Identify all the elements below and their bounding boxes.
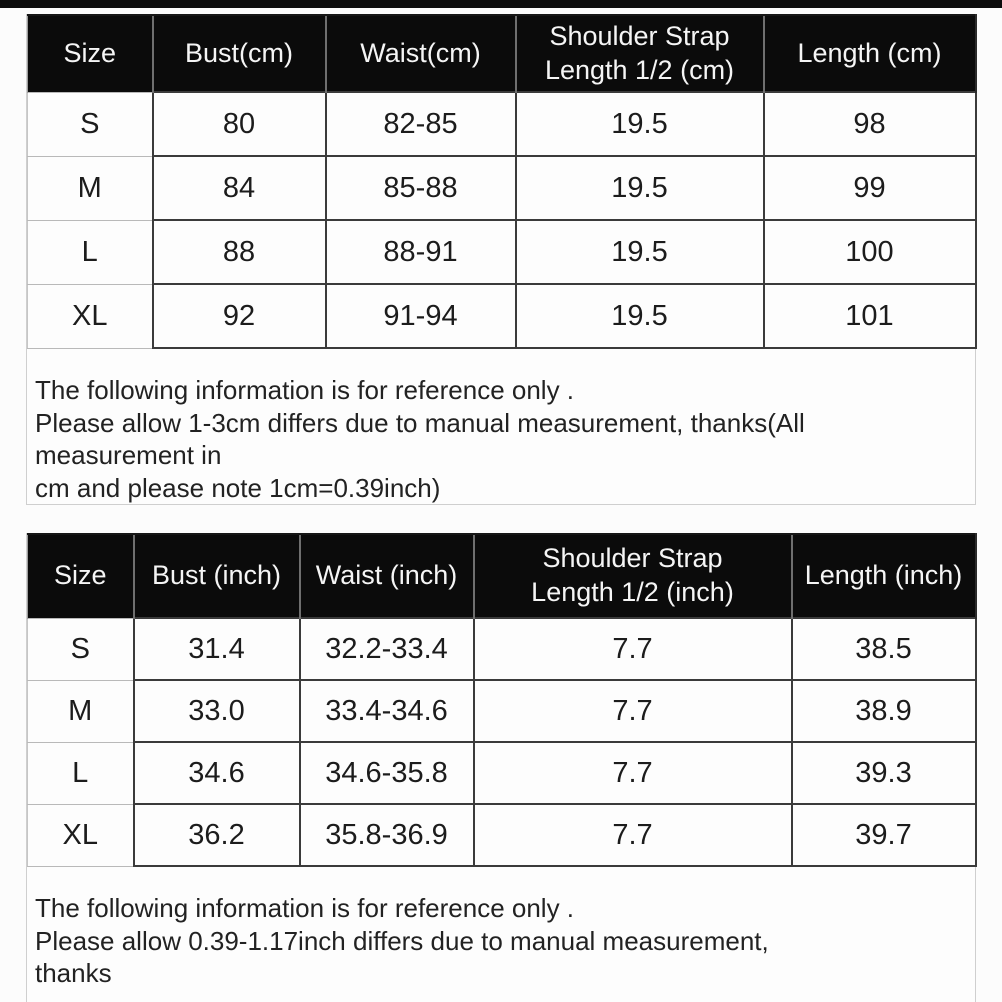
size-cell: M [28,680,134,742]
column-header-line: Length 1/2 (inch) [531,577,734,607]
table-cell: 39.3 [792,742,976,804]
table-cell: 91-94 [326,284,516,348]
size-cell: XL [28,804,134,866]
table-cell: 38.5 [792,618,976,680]
table-cell: 99 [764,156,976,220]
table-cell: 7.7 [474,680,792,742]
table-cell: 88-91 [326,220,516,284]
table-cell: 31.4 [134,618,300,680]
table-cell: 39.7 [792,804,976,866]
note-line: cm and please note 1cm=0.39inch) [35,472,441,503]
column-header-line: Length (cm) [797,37,942,68]
note-line: Please allow 0.39-1.17inch differs due to manual measurement, [35,925,769,956]
table-cell: 33.4-34.6 [300,680,474,742]
measurement-note-inch [27,867,975,990]
column-header-line: Length 1/2 (cm) [544,54,735,85]
column-header [28,15,153,92]
table-cell: 19.5 [516,220,764,284]
column-header-line: Bust (inch) [151,560,282,591]
table-row [28,220,976,284]
size-cell: L [28,742,134,804]
column-header [764,15,976,92]
column-header-line: Size [53,560,107,591]
table-cell: 34.6-35.8 [300,742,474,804]
column-header [134,534,300,618]
table-row [28,92,976,156]
column-header [516,15,764,92]
column-header-line: Shoulder Strap [542,543,723,574]
column-header-line: Shoulder Strap [549,20,730,51]
size-cell: M [28,156,153,220]
column-header-line: Size [63,37,117,68]
size-cell: XL [28,284,153,348]
table-cell: 7.7 [474,804,792,866]
table-cell: 19.5 [516,284,764,348]
table-row [28,742,976,804]
size-cell: L [28,220,153,284]
table-cell: 34.6 [134,742,300,804]
table-cell: 80 [153,92,326,156]
column-header-line: Waist(cm) [360,37,481,68]
table-cell: 7.7 [474,742,792,804]
table-cell: 38.9 [792,680,976,742]
column-header [474,534,792,618]
column-header-line: Waist (inch) [315,560,458,591]
table-cell: 7.7 [474,618,792,680]
header-row [28,15,976,92]
table-row [28,804,976,866]
table-cell: 32.2-33.4 [300,618,474,680]
top-crop-bar [0,0,1002,8]
size-table-section-inch [26,533,976,1002]
table-row [28,156,976,220]
table-cell: 101 [764,284,976,348]
table-row [28,618,976,680]
table-cell: 92 [153,284,326,348]
measurement-note-cm [27,349,975,504]
column-header [300,534,474,618]
table-cell: 82-85 [326,92,516,156]
note-line: The following information is for reference only . [35,375,575,405]
column-header [326,15,516,92]
column-header-line: Bust(cm) [185,37,293,68]
table-cell: 19.5 [516,156,764,220]
table-cell: 36.2 [134,804,300,866]
table-cell: 33.0 [134,680,300,742]
note-line: Please allow 1-3cm differs due to manual measurement, thanks(All measurement in [35,407,805,470]
table-cell: 88 [153,220,326,284]
table-cell: 84 [153,156,326,220]
column-header [153,15,326,92]
column-header [28,534,134,618]
table-cell: 100 [764,220,976,284]
note-line: thanks [35,958,112,988]
size-table-cm [27,14,977,349]
size-table-inch [27,533,977,867]
table-cell: 19.5 [516,92,764,156]
column-header [792,534,976,618]
table-cell: 98 [764,92,976,156]
column-header-line: Length (inch) [804,560,963,591]
header-row [28,534,976,618]
note-line: The following information is for reference only . [35,893,575,923]
table-row [28,680,976,742]
size-cell: S [28,618,134,680]
size-cell: S [28,92,153,156]
table-row [28,284,976,348]
table-cell: 35.8-36.9 [300,804,474,866]
table-cell: 85-88 [326,156,516,220]
size-table-section-cm [26,14,976,505]
